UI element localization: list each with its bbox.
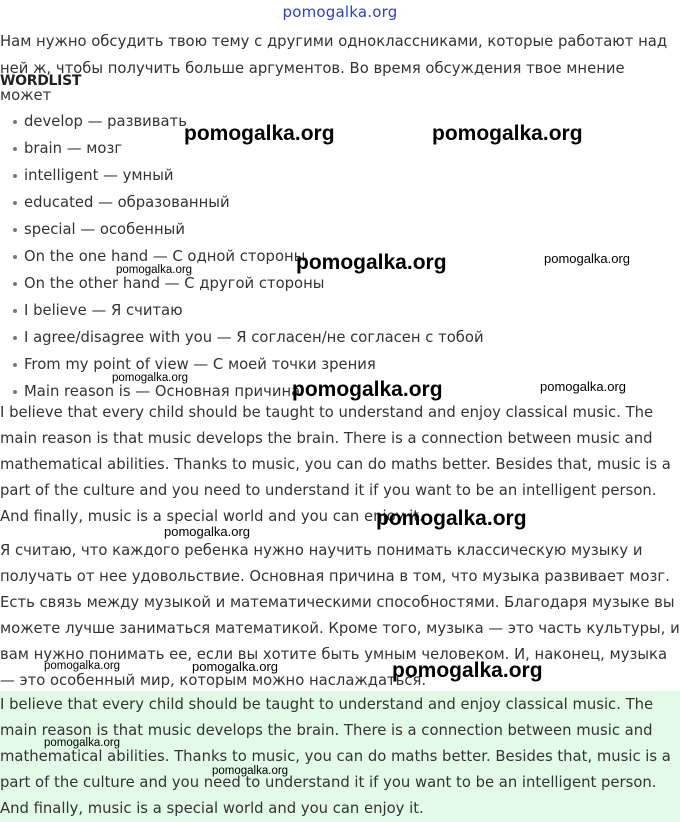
watermark: pomogalka.org (376, 507, 527, 530)
wordlist-item: I agree/disagree with you — Я согласен/не согласен с тобой (0, 324, 484, 351)
watermark: pomogalka.org (392, 659, 543, 682)
english-paragraph: I believe that every child should be taught to understand and enjoy classical music. The main reason is that music develops the brain. There is a connection between music and mathematical abilities. Thanks to music, you can do maths better. Besides that, music is a part of the culture and you need to understand it if you want to be an intelligent person. And finally, music is a special world and you can enjoy it. (0, 404, 671, 525)
wordlist-item: Main reason is — Основная причина (0, 378, 484, 405)
wordlist-item: On the one hand — С одной стороны (0, 243, 484, 270)
wordlist-item: special — особенный (0, 216, 484, 243)
wordlist-item: From my point of view — С моей точки зрения (0, 351, 484, 378)
watermark: pomogalka.org (192, 659, 278, 674)
watermark: pomogalka.org (296, 251, 447, 274)
wordlist-heading: WORDLIST (0, 73, 82, 89)
watermark: pomogalka.org (44, 660, 121, 672)
russian-paragraph: Я считаю, что каждого ребенка нужно научить понимать классическую музыку и получать от нее удовольствие. Основная причина в том, что музыка развивает мозг. Есть связь между музыкой и математическими способностями. Благодаря музыке вы можете лучше заниматься математикой. Кроме того, музыка — это часть культуры, и вам нужно понимать ее, если вы хотите быть умным человеком. И, наконец, музыка — это особенный мир, которым можно наслаждаться. (0, 542, 680, 689)
wordlist-item: I believe — Я считаю (0, 297, 484, 324)
highlighted-paragraph: I believe that every child should be taught to understand and enjoy classical music. The main reason is that music develops the brain. There is a connection between music and mathematical abilities. Thanks to music, you can do maths better. Besides that, music is a part of the culture and you need to understand it if you want to be an intelligent person. And finally, music is a special world and you can enjoy it. (0, 691, 680, 822)
watermark: pomogalka.org (540, 379, 626, 394)
watermark: pomogalka.org (112, 372, 189, 384)
watermark: pomogalka.org (164, 524, 250, 539)
wordlist-item: develop — развивать (0, 108, 484, 135)
watermark: pomogalka.org (116, 264, 193, 276)
wordlist-item: educated — образованный (0, 189, 484, 216)
wordlist-item: intelligent — умный (0, 162, 484, 189)
watermark: pomogalka.org (184, 122, 335, 145)
watermark: pomogalka.org (44, 737, 121, 749)
site-title[interactable]: pomogalka.org (282, 3, 398, 21)
watermark: pomogalka.org (292, 378, 443, 401)
watermark: pomogalka.org (544, 251, 630, 266)
intro-text: Нам нужно обсудить твою тему с другими одноклассниками, которые работают над ней ж, чтобы получить больше аргументов. Во время обсуждения твое мнение может (0, 33, 668, 104)
wordlist-item: brain — мозг (0, 135, 484, 162)
wordlist-item: On the other hand — С другой стороны (0, 270, 484, 297)
watermark: pomogalka.org (432, 122, 583, 145)
watermark: pomogalka.org (212, 765, 289, 777)
